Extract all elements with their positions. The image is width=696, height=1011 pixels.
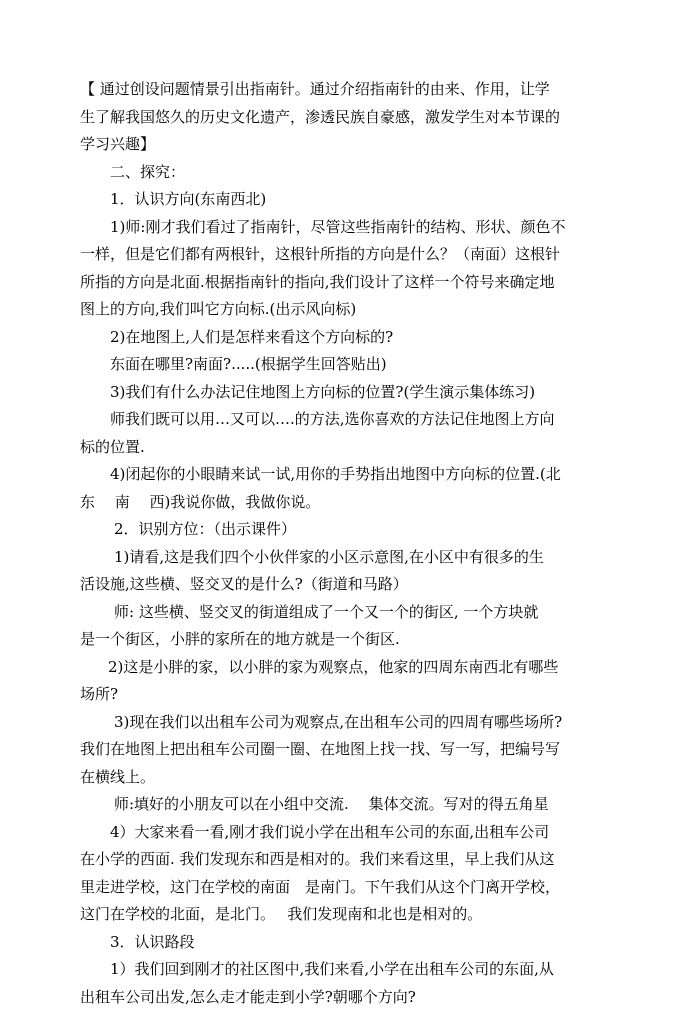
subsection-heading: 2．识别方位：（出示课件） bbox=[80, 516, 620, 544]
section-heading: 二、探究： bbox=[80, 159, 620, 187]
text-line: 是一个街区，小胖的家所在的地方就是一个街区. bbox=[80, 626, 620, 654]
subsection-heading: 3．认识路段 bbox=[80, 929, 620, 957]
text-line: 师我们既可以用…又可以….的方法,选你喜欢的方法记住地图上方向 bbox=[80, 406, 620, 434]
text-line: 2)在地图上,人们是怎样来看这个方向标的? bbox=[80, 324, 620, 352]
text-line: 东 南 西)我说你做，我做你说。 bbox=[80, 489, 620, 517]
text-line: 4)闭起你的小眼睛来试一试,用你的手势指出地图中方向标的位置.(北 bbox=[80, 461, 620, 489]
text-line: 生了解我国悠久的历史文化遗产，渗透民族自豪感，激发学生对本节课的 bbox=[80, 104, 620, 132]
document-body bbox=[80, 76, 620, 1011]
text-line: 出租车公司出发,怎么走才能走到小学?朝哪个方向? bbox=[80, 984, 620, 1011]
text-line: 4）大家来看一看,刚才我们说小学在出租车公司的东面,出租车公司 bbox=[80, 819, 620, 847]
text-line: 1)请看,这是我们四个小伙伴家的小区示意图,在小区中有很多的生 bbox=[80, 544, 620, 572]
text-line: 这门在学校的北面，是北门。 我们发现南和北也是相对的。 bbox=[80, 901, 620, 929]
text-line: 在横线上。 bbox=[80, 764, 620, 792]
text-line: 2)这是小胖的家，以小胖的家为观察点，他家的四周东南西北有哪些 bbox=[80, 654, 620, 682]
text-line: 3)现在我们以出租车公司为观察点,在出租车公司的四周有哪些场所? bbox=[80, 709, 620, 737]
subsection-heading: 1．认识方向(东南西北) bbox=[80, 186, 620, 214]
text-line: 标的位置. bbox=[80, 434, 620, 462]
text-line: 学习兴趣】 bbox=[80, 131, 620, 159]
text-line: 【 通过创设问题情景引出指南针。通过介绍指南针的由来、作用，让学 bbox=[80, 76, 620, 104]
text-line: 1）我们回到刚才的社区图中,我们来看,小学在出租车公司的东面,从 bbox=[80, 956, 620, 984]
text-line: 活设施,这些横、竖交叉的是什么?（街道和马路） bbox=[80, 571, 620, 599]
text-line: 师:填好的小朋友可以在小组中交流. 集体交流。写对的得五角星 bbox=[80, 791, 620, 819]
text-line: 所指的方向是北面.根据指南针的指向,我们设计了这样一个符号来确定地 bbox=[80, 269, 620, 297]
text-line: 图上的方向,我们叫它方向标.(出示风向标) bbox=[80, 296, 620, 324]
text-line: 一样，但是它们都有两根针，这根针所指的方向是什么？（南面）这根针 bbox=[80, 241, 620, 269]
text-line: 我们在地图上把出租车公司圈一圈、在地图上找一找、写一写，把编号写 bbox=[80, 736, 620, 764]
text-line: 师: 这些横、竖交叉的街道组成了一个又一个的街区, 一个方块就 bbox=[80, 599, 620, 627]
text-line: 3)我们有什么办法记住地图上方向标的位置?(学生演示集体练习) bbox=[80, 379, 620, 407]
text-line: 场所? bbox=[80, 681, 620, 709]
text-line: 在小学的西面. 我们发现东和西是相对的。我们来看这里，早上我们从这 bbox=[80, 846, 620, 874]
text-line: 东面在哪里?南面?.....(根据学生回答贴出) bbox=[80, 351, 620, 379]
text-line: 1)师:刚才我们看过了指南针，尽管这些指南针的结构、形状、颜色不 bbox=[80, 214, 620, 242]
text-line: 里走进学校，这门在学校的南面 是南门。下午我们从这个门离开学校， bbox=[80, 874, 620, 902]
